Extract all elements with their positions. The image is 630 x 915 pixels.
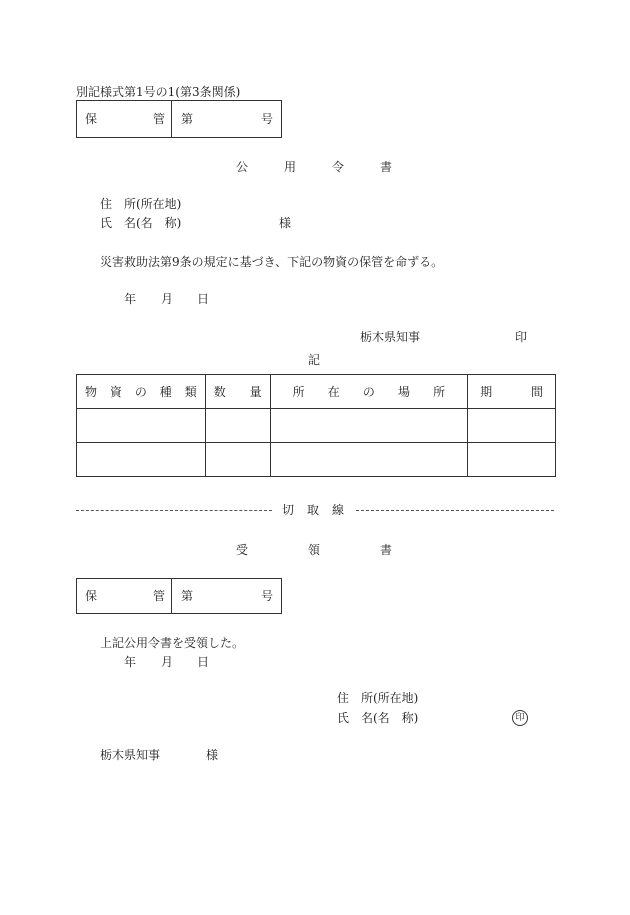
receipt-date-day: 日 (197, 655, 210, 669)
honorific: 様 (279, 216, 292, 230)
addressee-honorific: 様 (206, 748, 219, 762)
table-cell (468, 443, 556, 477)
number-label: 第 号 (181, 589, 273, 603)
table-cell (77, 443, 206, 477)
table-row (77, 409, 556, 443)
date-day: 日 (197, 292, 210, 306)
receipt-text: 上記公用令書を受領した。 (100, 636, 245, 650)
address-label: 住 所(所在地) (100, 197, 182, 211)
goods-table (76, 374, 556, 477)
table-cell (270, 409, 468, 443)
header-period: 期 間 (468, 375, 556, 409)
cut-line-label: 切 取 線 (282, 503, 344, 517)
table-cell (205, 409, 270, 443)
name-label: 氏 名(名 称) (100, 216, 182, 230)
header-location: 所 在 の 場 所 (270, 375, 468, 409)
order-title: 公 用 令 書 (236, 160, 392, 174)
table-header-row (77, 375, 556, 409)
date-month: 月 (161, 292, 174, 306)
header-goods-type: 物 資 の 種 類 (77, 375, 206, 409)
table-cell (77, 409, 206, 443)
receipt-address-label: 住 所(所在地) (337, 691, 419, 705)
form-label: 別記様式第1号の1(第3条関係) (76, 85, 241, 99)
receipt-name-label: 氏 名(名 称) (337, 711, 419, 725)
table-cell (205, 443, 270, 477)
addressee: 栃木県知事 (100, 748, 161, 762)
table-cell (468, 409, 556, 443)
custody-label: 保 管 (85, 112, 165, 126)
number-label: 第 号 (181, 112, 273, 126)
issuer: 栃木県知事 (360, 330, 421, 344)
cut-line-left (76, 510, 272, 511)
table-row (77, 443, 556, 477)
seal-mark: 印 (515, 330, 528, 344)
body-text: 災害救助法第9条の規定に基づき、下記の物資の保管を命ずる。 (100, 255, 444, 269)
receipt-title: 受 領 書 (236, 543, 392, 557)
custody-box-bottom (76, 578, 282, 614)
custody-box-top (76, 100, 282, 138)
ki-label: 記 (308, 353, 321, 367)
header-quantity: 数 量 (205, 375, 270, 409)
custody-label: 保 管 (85, 589, 165, 603)
cut-line-right (356, 510, 554, 511)
receipt-date-year: 年 (124, 655, 137, 669)
table-cell (270, 443, 468, 477)
date-year: 年 (124, 292, 137, 306)
seal-circle-icon: 印 (512, 710, 528, 726)
receipt-date-month: 月 (161, 655, 174, 669)
